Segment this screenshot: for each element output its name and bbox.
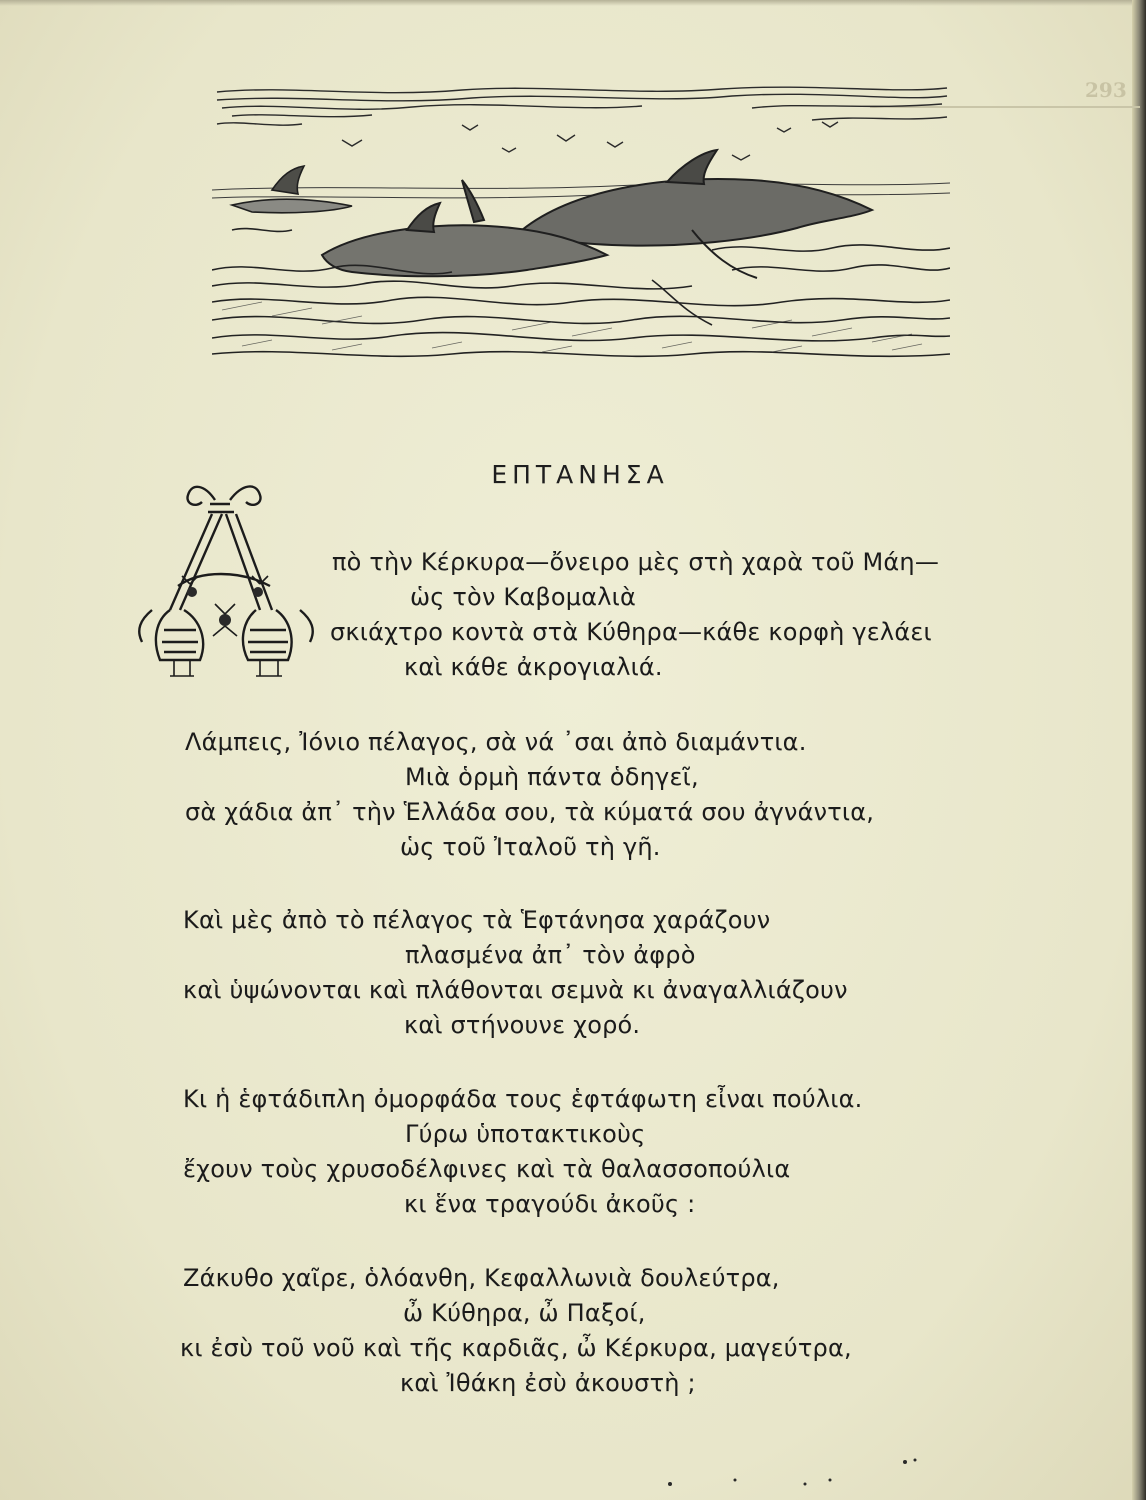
stanza-2-line-4: ὡς τοῦ Ἰταλοῦ τὴ γῆ. <box>400 833 661 861</box>
stanza-5-line-2: ὦ Κύθηρα, ὦ Παξοί, <box>403 1299 646 1327</box>
paper-specks <box>640 1440 940 1500</box>
stanza-1-line-1: πὸ τὴν Κέρκυρα—ὄνειρο μὲς στὴ χαρὰ τοῦ Μάη— <box>332 548 940 576</box>
stanza-5-line-1: Ζάκυθο χαῖρε, ὁλόανθη, Κεφαλλωνιὰ δουλεύτρα, <box>183 1264 780 1292</box>
show-through-page-number: 293 <box>1085 78 1127 102</box>
stanza-4-line-3: ἔχουν τοὺς χρυσοδέλφινες καὶ τὰ θαλασσοπούλια <box>183 1155 791 1183</box>
stanza-3-line-1: Καὶ μὲς ἀπὸ τὸ πέλαγος τὰ Ἑφτάνησα χαράζουν <box>183 906 771 934</box>
stanza-4-line-1: Κι ἡ ἑφτάδιπλη ὀμορφάδα τους ἑφτάφωτη εἶναι πούλια. <box>183 1085 863 1113</box>
stanza-2-line-1: Λάμπεις, Ἰόνιο πέλαγος, σὰ νά ᾽σαι ἀπὸ διαμάντια. <box>185 728 807 756</box>
stanza-3-line-3: καὶ ὑψώνονται καὶ πλάθονται σεμνὰ κι ἀναγαλλιάζουν <box>183 976 848 1004</box>
stanza-1-line-2: ὡς τὸν Καβομαλιὰ <box>410 583 636 611</box>
poem-title: ΕΠΤΑΝΗΣΑ <box>491 460 669 489</box>
stanza-1-line-4: καὶ κάθε ἀκρογιαλιά. <box>404 653 663 681</box>
stanza-5-line-3: κι ἐσὺ τοῦ νοῦ καὶ τῆς καρδιᾶς, ὦ Κέρκυρα, μαγεύτρα, <box>180 1334 852 1362</box>
stanza-2-line-2: Μιὰ ὁρμὴ πάντα ὁδηγεῖ, <box>405 763 699 791</box>
stanza-5-line-4: καὶ Ἰθάκη ἐσὺ ἀκουστὴ ; <box>400 1369 696 1397</box>
stanza-4-line-2: Γύρω ὑποτακτικοὺς <box>405 1120 646 1148</box>
stanza-4-line-4: κι ἕνα τραγούδι ἀκοῦς : <box>404 1190 696 1218</box>
stanza-3-line-2: πλασμένα ἀπ᾽ τὸν ἀφρὸ <box>405 941 696 969</box>
stanza-2-line-3: σὰ χάδια ἀπ᾽ τὴν Ἑλλάδα σου, τὰ κύματά σου ἀγνάντια, <box>185 798 875 826</box>
stanza-1-line-3: σκιάχτρο κοντὰ στὰ Κύθηρα—κάθε κορφὴ γελάει <box>330 618 932 646</box>
stanza-3-line-4: καὶ στήνουνε χορό. <box>404 1011 641 1039</box>
